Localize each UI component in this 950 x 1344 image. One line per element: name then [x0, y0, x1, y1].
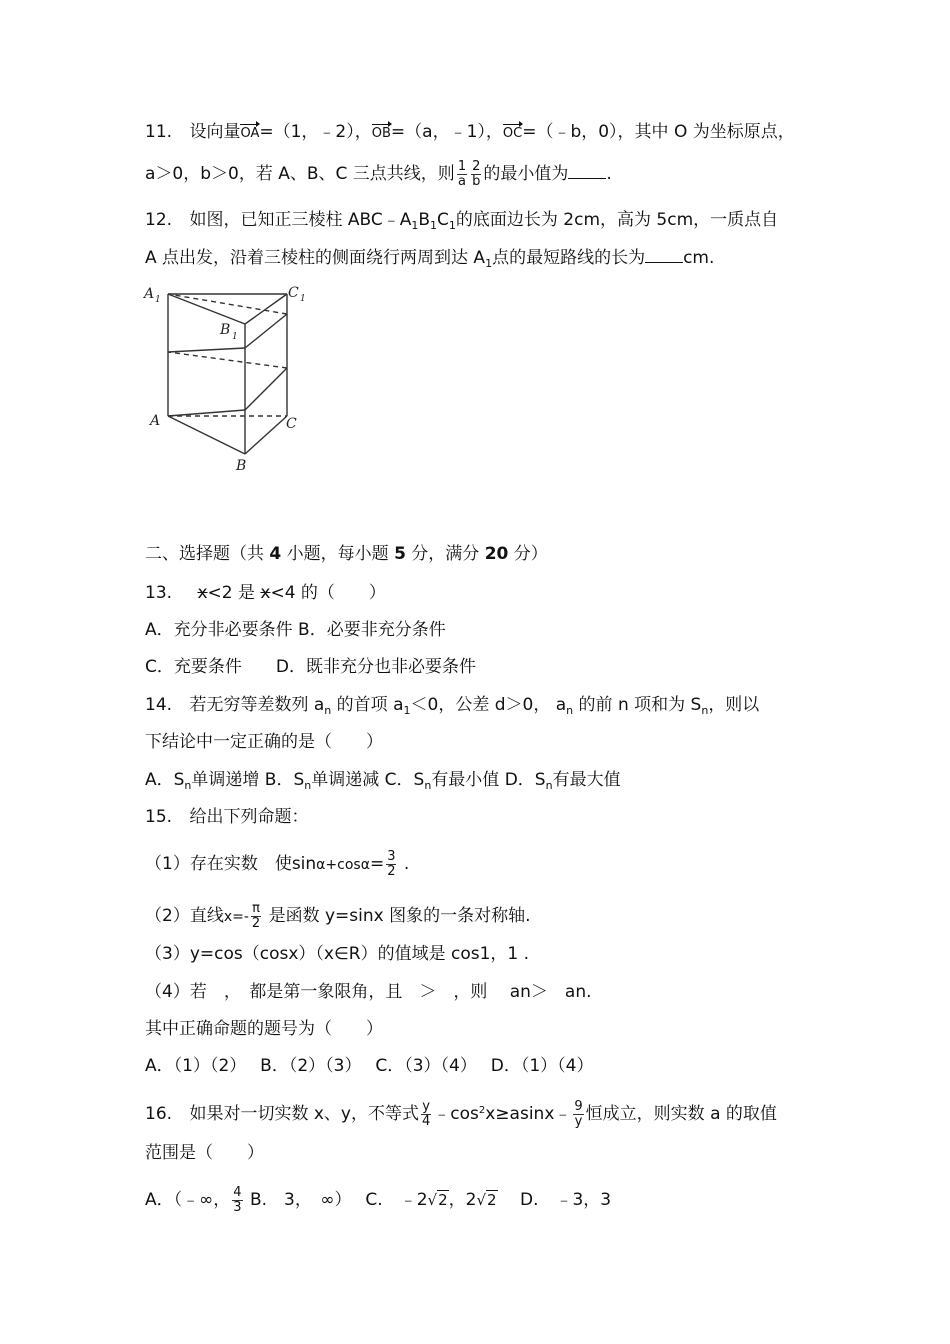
q14-option: A．S: [145, 770, 185, 790]
sqrt: √2: [427, 1191, 448, 1210]
q11-text: 的最小值为: [483, 164, 569, 185]
q15-text: x=-: [223, 909, 249, 926]
answer-blank: [568, 177, 606, 179]
path-seg: [168, 410, 245, 416]
q13-line1: [145, 585, 386, 602]
q16-text: 如果对一切实数 x、y，不等式: [189, 1104, 419, 1125]
subscript: n: [424, 779, 432, 792]
section-text: 小题，每小题: [281, 544, 395, 564]
label-c: C: [286, 416, 297, 432]
fraction: [471, 160, 481, 188]
q11-text: =（1，﹣2），: [259, 122, 372, 142]
fraction: [386, 850, 396, 878]
sqrt: √2: [476, 1191, 497, 1210]
q11-text: =（﹣b，0），其中 O 为坐标原点，: [522, 122, 795, 142]
fraction-numerator: 2: [472, 159, 481, 174]
label-c1: C: [288, 285, 299, 301]
q11-number: 11.: [145, 122, 173, 142]
superscript: 2: [478, 1105, 486, 1117]
q12-number: 12.: [145, 210, 173, 230]
fraction: [573, 1100, 583, 1128]
q15-question: 其中正确命题的题号为（ ）: [145, 1019, 383, 1039]
label-a1: A: [144, 286, 155, 302]
path-seg: [168, 348, 245, 352]
subscript: n: [566, 704, 574, 717]
q14-number: 14.: [145, 695, 173, 715]
alpha-symbol: α: [316, 857, 326, 874]
q12-text: cm.: [683, 248, 715, 268]
q16-text: 恒成立，则实数 a 的取值: [585, 1104, 777, 1125]
q12-text: 的底面边长为 2cm，高为 5cm，一质点自: [455, 210, 779, 230]
path-seg-hidden: [168, 352, 287, 368]
q14-option: 单调递减 C．S: [311, 770, 425, 790]
sqrt-radicand: 2: [487, 1191, 497, 1210]
subscript: n: [324, 704, 332, 717]
q15-text: .: [398, 854, 410, 875]
label-b1: B: [220, 322, 231, 338]
prism-figure: [140, 282, 320, 474]
path-seg-hidden: [168, 294, 287, 314]
q15-text: +cos: [325, 857, 361, 874]
q14-text: ，则以: [708, 695, 760, 715]
subscript: 1: [485, 257, 493, 270]
q16-text: x≥asinx﹣: [485, 1104, 572, 1125]
fraction-numerator: 4: [233, 1185, 242, 1200]
q14-option: 单调递增 B．S: [191, 770, 305, 790]
fraction-numerator: 1: [457, 159, 467, 174]
q15-prop3: （3）y=cos（cosx）（x∈R）的值域是 cos1，1 .: [145, 944, 530, 964]
label-subscript: 1: [232, 332, 238, 342]
section-text: 分，满分: [405, 544, 485, 564]
subscript: 1: [430, 219, 438, 232]
alpha-symbol: α: [360, 857, 370, 874]
answer-blank: [645, 261, 683, 263]
fraction-denominator: y: [574, 1113, 583, 1129]
q11-line1: [145, 124, 795, 141]
q16-option: D. ﹣3，3: [497, 1190, 612, 1211]
fraction: [232, 1186, 242, 1214]
q13-text: <4 的（ ）: [270, 583, 386, 603]
q15-options: A．（1）（2） B．（2）（3） C．（3）（4） D．（1）（4）: [145, 1056, 594, 1076]
subscript: n: [304, 779, 312, 792]
edge-ab: [168, 416, 245, 454]
q13-number: 13.: [145, 583, 173, 603]
q11-text: 设向量: [189, 122, 241, 142]
q14-text: ＜0，公差 d＞0， a: [410, 695, 567, 715]
q14-text: 的前 n 项和为 S: [573, 695, 702, 715]
q16-line1: [145, 1100, 777, 1128]
edge-bc: [245, 416, 287, 454]
subscript: 1: [411, 219, 419, 232]
subscript: n: [545, 779, 553, 792]
q12-text: 如图，已知正三棱柱 ABC﹣A: [189, 210, 412, 230]
vector-ob: OB: [371, 126, 391, 141]
q14-option: 有最小值 D．S: [431, 770, 546, 790]
fraction-denominator: 2: [387, 863, 396, 879]
fraction: [457, 160, 467, 188]
section-count: 4: [269, 544, 282, 564]
q16-line2: 范围是（ ）: [145, 1143, 264, 1163]
q14-text: 若无穷等差数列 a: [189, 695, 325, 715]
q15-title: 给出下列命题：: [189, 807, 309, 827]
q16-text: ﹣cos: [433, 1104, 479, 1125]
q13-options-2: C．充要条件 D．既非充分也非必要条件: [145, 657, 476, 677]
label-a: A: [150, 413, 161, 429]
vector-oc: OC: [502, 126, 523, 141]
fraction-denominator: b: [472, 173, 481, 189]
q16-options: [145, 1186, 611, 1214]
section-text: 分）: [508, 544, 548, 564]
q15-text: =: [369, 854, 385, 875]
section-heading: [145, 546, 548, 563]
q14-line1: [145, 697, 759, 716]
q12-text: A 点出发，沿着三棱柱的侧面绕行两周到达 A: [145, 248, 486, 268]
q11-line2: [145, 160, 612, 188]
fraction-denominator: a: [457, 173, 466, 189]
q15-prop4: （4）若 ， 都是第一象限角，且 ＞ ，则 an＞ an.: [145, 982, 592, 1002]
q15-prop2: [145, 902, 531, 930]
q14-options: [145, 772, 621, 791]
fraction-denominator: 3: [233, 1199, 242, 1215]
q12-text: B: [418, 210, 431, 230]
q12-text: 点的最短路线的长为: [492, 248, 646, 268]
fraction-denominator: 4: [421, 1113, 431, 1129]
vector-oa: OA: [240, 126, 260, 141]
q16-number: 16.: [145, 1104, 173, 1125]
edge-a1b1: [168, 294, 245, 324]
label-subscript: 1: [300, 294, 306, 304]
q13-options-1: A．充分非必要条件 B．必要非充分条件: [145, 620, 446, 640]
label-subscript: 1: [155, 295, 161, 305]
subscript: n: [701, 704, 709, 717]
q15-text: 是函数 y=sinx 图象的一条对称轴.: [263, 906, 531, 927]
fraction-numerator: π: [252, 901, 260, 916]
label-b: B: [236, 458, 247, 474]
q11-text: a＞0，b＞0，若 A、B、C 三点共线，则: [145, 164, 455, 185]
subscript: 1: [403, 704, 411, 717]
q15-number: 15.: [145, 807, 173, 827]
sqrt-radicand: 2: [438, 1191, 448, 1210]
q16-option: A．（﹣∞，: [145, 1190, 231, 1211]
fraction: [251, 902, 261, 930]
subscript: n: [184, 779, 192, 792]
q12-line1: [145, 212, 778, 231]
q11-text: .: [606, 164, 612, 185]
q16-option: ，2: [448, 1190, 477, 1211]
fraction-numerator: 3: [387, 849, 396, 864]
fraction-denominator: 2: [251, 915, 261, 931]
q14-line2: 下结论中一定正确的是（ ）: [145, 732, 383, 752]
path-seg: [245, 368, 287, 410]
section-total: 20: [484, 544, 509, 564]
q12-line2: [145, 250, 714, 269]
subscript: 1: [448, 219, 456, 232]
q14-option: 有最大值: [552, 770, 621, 790]
q15-text: （2）直线: [145, 906, 224, 927]
q12-text: C: [437, 210, 449, 230]
q13-var: x: [197, 583, 208, 603]
fraction-numerator: y: [422, 1099, 430, 1114]
q11-text: =（a，﹣1），: [390, 122, 503, 142]
q14-text: 的首项 a: [331, 695, 404, 715]
q13-var: x: [260, 583, 271, 603]
q13-text: <2 是: [207, 583, 261, 603]
section-text: 二、选择题（共: [145, 544, 270, 564]
q15-text: （1）存在实数 使sin: [145, 854, 317, 875]
fraction: [421, 1100, 431, 1128]
q15-prop1: [145, 850, 409, 878]
section-points: 5: [394, 544, 406, 564]
q15-line1: [145, 809, 308, 826]
fraction-numerator: 9: [574, 1099, 583, 1114]
q16-option: B. 3， ∞） C. ﹣2: [244, 1190, 428, 1211]
